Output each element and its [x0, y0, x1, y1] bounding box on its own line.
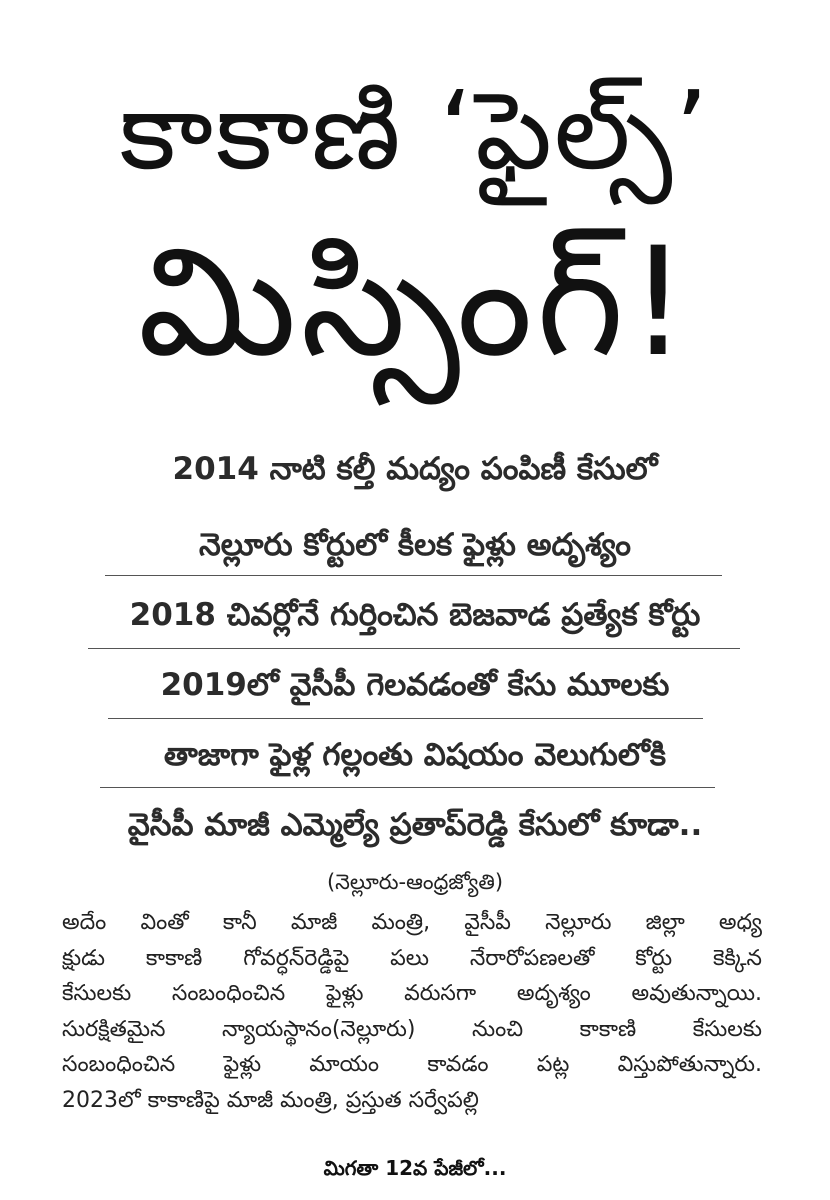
- subhead-3: 2018 చివర్లోనే గుర్తించిన బెజవాడ ప్రత్యేక కోర్టు: [129, 597, 701, 633]
- headline-line-2: మిస్సింగ్‌!: [137, 216, 693, 390]
- body-line-3: కేసులకు సంబంధించిన ఫైళ్లు వరుసగా అదృశ్యం అవుతున్నాయి.: [62, 981, 762, 1006]
- subhead-1: 2014 నాటి కల్తీ మద్యం పంపిణీ కేసులో: [172, 451, 658, 487]
- divider-3: [108, 718, 703, 719]
- dateline: (నెల్లూరు-ఆంధ్రజ్యోతి): [326, 870, 504, 894]
- article-body: [62, 905, 762, 1118]
- divider-2: [88, 648, 740, 649]
- body-line-6: 2023లో కాకాణిపై మాజీ మంత్రి, ప్రస్తుత సర్వేపల్లి: [62, 1087, 479, 1113]
- body-line-4: సురక్షితమైన న్యాయస్థానం(నెల్లూరు) నుంచి కాకాణి కేసులకు: [62, 1016, 762, 1042]
- subhead-6: వైసీపీ మాజీ ఎమ్మెల్యే ప్రతాప్‌రెడ్డి కేసులో కూడా..: [127, 807, 703, 843]
- subhead-2: నెల్లూరు కోర్టులో కీలక ఫైళ్లు అదృశ్యం: [199, 527, 631, 563]
- body-line-5: సంబంధించిన ఫైళ్లు మాయం కావడం పట్ల విస్తుపోతున్నారు.: [62, 1052, 762, 1077]
- body-line-1: అదేం వింతో కానీ మాజీ మంత్రి, వైసీపీ నెల్లూరు జిల్లా అధ్య: [62, 910, 762, 935]
- divider-4: [100, 787, 715, 788]
- divider-1: [105, 575, 722, 576]
- body-line-2: క్షుడు కాకాణి గోవర్ధన్‌రెడ్డిపై పలు నేరారోపణలతో కోర్టు కెక్కిన: [62, 945, 762, 971]
- headline-line-1: కాకాణి ‘ఫైల్స్’: [119, 69, 711, 194]
- continued-note: మిగతా 12వ పేజీలో...: [323, 1156, 507, 1180]
- subhead-4: 2019లో వైసీపీ గెలవడంతో కేసు మూలకు: [160, 667, 670, 703]
- subhead-5: తాజాగా ఫైళ్ల గల్లంతు విషయం వెలుగులోకి: [163, 737, 667, 773]
